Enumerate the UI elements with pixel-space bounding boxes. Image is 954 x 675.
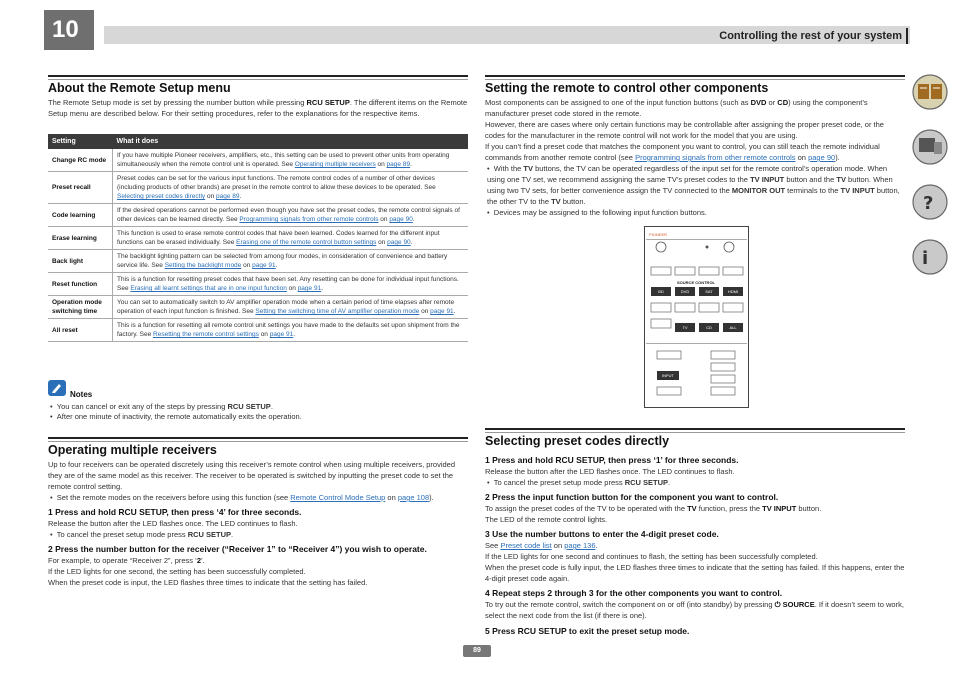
link[interactable]: Resetting the remote control settings (153, 331, 259, 338)
setting-name: Erase learning (48, 227, 113, 250)
link[interactable]: Setting the switching time of AV amplifier operation mode (255, 308, 420, 315)
remote-key: BD (658, 289, 664, 294)
note-item: • You can cancel or exit any of the steps by pressing RCU SETUP. (50, 402, 273, 411)
section-rule (485, 432, 905, 433)
source-control-label: SOURCE CONTROL (677, 280, 715, 285)
step-text: For example, to operate “Receiver 2”, press ‘2’. (48, 556, 205, 565)
remote-key: SAT (705, 289, 713, 294)
setting-desc: This is a function for resetting preset codes that have been set. Any resetting can be done for individual input functions. See Erasing all learnt settings that are in one input function on page 91. (113, 273, 469, 296)
setting-name: Code learning (48, 204, 113, 227)
page-link[interactable]: page 91 (269, 331, 294, 338)
setting-desc: Preset codes can be set for the various input functions. The remote control codes of a number of other devices (including products of other brands) are preset in the remote control to allow these devices to be operated. See Selecting preset codes directly on page 89. (113, 172, 469, 204)
section-rule (485, 428, 905, 430)
multi-intro: Up to four receivers can be operated discretely using this receiver’s remote control when using multiple receivers, provided they are of the same model as this receiver. The receiver to be operated is switched by inputting the preset code to set the remote control setting. (48, 460, 456, 491)
step-text: When the preset code is fully input, the LED flashes three times to indicate that the setting has failed. If this happens, enter the 4-digit preset code again. (485, 563, 905, 583)
page-link[interactable]: page 91 (252, 262, 276, 269)
setting-name: All reset (48, 319, 113, 342)
section-rule (48, 441, 468, 442)
about-title: About the Remote Setup menu (48, 81, 231, 95)
table-row (48, 149, 468, 172)
step-text: If the LED lights for one second and continues to flash, the setting has been successfully completed. (485, 552, 818, 561)
table-row (48, 204, 468, 227)
chapter-title: Controlling the rest of your system (719, 30, 902, 42)
step-heading: 5 Press RCU SETUP to exit the preset setup mode. (485, 626, 690, 636)
step-heading: 4 Repeat steps 2 through 3 for the other components you want to control. (485, 588, 783, 598)
page-link[interactable]: page 89 (216, 193, 240, 200)
page-link[interactable]: page 136 (564, 541, 596, 550)
remote-key: HDMI (727, 289, 739, 294)
remote-key: CD (706, 325, 712, 330)
step-text: To try out the remote control, switch the component on or off (into standby) by pressing ⏻ SOURCE. If it doesn’t seem to work, select the next code from the list (if there is one). (485, 600, 904, 620)
step-heading: 3 Use the number buttons to enter the 4-digit preset code. (485, 529, 719, 539)
setting-name: Change RC mode (48, 149, 113, 172)
step-text: The LED of the remote control lights. (485, 515, 608, 524)
remote-key: DVD (680, 289, 690, 294)
appendix-icon[interactable] (913, 240, 947, 274)
page-link[interactable]: page 89 (386, 161, 411, 168)
link[interactable]: Programming signals from other remote controls (635, 153, 796, 162)
section-rule (48, 79, 468, 80)
table-header: Setting (48, 134, 113, 149)
setting-name: Reset function (48, 273, 113, 296)
step-text: If the LED lights for one second, the setting has been successfully completed. (48, 567, 306, 576)
side-nav-icons (907, 70, 954, 290)
remote-drawing (645, 227, 748, 407)
page-link[interactable]: page 108 (397, 493, 430, 502)
pencil-icon (48, 380, 66, 396)
table-header-row (48, 134, 468, 149)
section-rule (485, 75, 905, 77)
setting-desc: The backlight lighting pattern can be selected from among four modes, in consideration of convenience and battery service life. See Setting the backlight mode on page 91. (113, 250, 469, 273)
header-divider (906, 28, 908, 44)
note-item: • After one minute of inactivity, the remote automatically exits the operation. (50, 412, 302, 421)
table-row (48, 273, 468, 296)
setting-name: Operation mode switching time (48, 296, 113, 319)
step-heading: 2 Press the input function button for the component you want to control. (485, 492, 779, 502)
setting-desc: If the desired operations cannot be performed even though you have set the preset codes, the remote control signals of other devices can be learned directly. See Programming signals from other remote controls on page 90. (113, 204, 469, 227)
table-row (48, 296, 468, 319)
power-icon (656, 242, 666, 252)
page-link[interactable]: page 90 (389, 216, 413, 223)
link[interactable]: Selecting preset codes directly (117, 193, 206, 200)
link[interactable]: Remote Control Mode Setup (290, 493, 386, 502)
setting-p3: If you can’t find a preset code that matches the component you want to control, you can still teach the remote individual commands from another remote control (see Programming signals from other remote controls on page 90). (485, 142, 880, 162)
remote-key: TV (682, 325, 688, 330)
side-nav (907, 70, 954, 290)
remote-setup-table (48, 134, 468, 342)
remote-brand: PIONEER (649, 232, 668, 237)
step-text: See Preset code list on page 136. (485, 541, 598, 550)
link[interactable]: Erasing all learnt settings that are in one input function (130, 285, 287, 292)
power-icon (724, 242, 734, 252)
setting-desc: This is a function for resetting all remote control unit settings you have made to the defaults set upon shipment from the factory. See Resetting the remote control settings on page 91. (113, 319, 469, 342)
step-heading: 2 Press the number button for the receiver (“Receiver 1” to “Receiver 4”) you wish to operate. (48, 544, 427, 554)
table-row (48, 319, 468, 342)
setting-desc: You can set to automatically switch to AV amplifier operation mode when a certain period of time elapses after remote operation of each input function is finished. See Setting the switching time of AV amplifier operation mode on page 91. (113, 296, 469, 319)
step-text: Release the button after the LED flashes once. The LED continues to flash. (48, 519, 298, 528)
step-text: Release the button after the LED flashes once. The LED continues to flash. (485, 467, 735, 476)
setting-desc: If you have multiple Pioneer receivers, amplifiers, etc., this setting can be used to prevent other units from operating simultaneously when the remote control unit is operated. See Operating multiple receivers on page 89. (113, 149, 469, 172)
multi-bullet: • Set the remote modes on the receivers before using this function (see Remote Control Mode Setup on page 108). (50, 493, 434, 502)
book-icon[interactable] (913, 75, 947, 109)
faq-icon[interactable] (913, 185, 947, 219)
step-text: When the preset code is input, the LED flashes three times to indicate that the setting has failed. (48, 578, 368, 587)
table-row (48, 172, 468, 204)
remote-illustration (644, 226, 749, 408)
page-link[interactable]: page 90 (808, 153, 836, 162)
remote-key: ALL (729, 325, 737, 330)
remote-key: INPUT (662, 373, 674, 378)
table-row (48, 227, 468, 250)
step-text: To assign the preset codes of the TV to be operated with the TV function, press the TV INPUT button. (485, 504, 822, 513)
section-rule (485, 79, 905, 80)
notes-title: Notes (70, 390, 93, 399)
link[interactable]: Programming signals from other remote controls (239, 216, 379, 223)
about-intro: The Remote Setup mode is set by pressing the number button while pressing RCU SETUP. The different items on the Remote Setup menu are described below. For their setting procedures, refer to the explanations for the respective items. (48, 98, 468, 118)
table-header: What it does (113, 134, 469, 149)
notes-icon (48, 380, 66, 396)
link[interactable]: Preset code list (500, 541, 552, 550)
setting-bullet: • With the TV buttons, the TV can be operated regardless of the input set for the remote control’s operation mode. When using one TV set, we recommend assigning the same TV’s preset codes to the TV INPUT button and the TV button. When using two TV sets, for better convenience assign the TV connected to the MONITOR OUT terminals to the TV INPUT button, the other TV to the TV button. (487, 164, 900, 206)
step-bullet: • To cancel the preset setup mode press RCU SETUP. (50, 530, 234, 539)
step-bullet: • To cancel the preset setup mode press RCU SETUP. (487, 478, 671, 487)
setting-desc: This function is used to erase remote control codes that have been learned. Codes learned for the different input functions can be erased individually. See Erasing one of the remote control button settings on page 90. (113, 227, 469, 250)
step-heading: 1 Press and hold RCU SETUP, then press ‘1’ for three seconds. (485, 455, 739, 465)
section-rule (48, 75, 468, 77)
chapter-number: 10 (44, 10, 94, 50)
step-heading: 1 Press and hold RCU SETUP, then press ‘4’ for three seconds. (48, 507, 302, 517)
page-link[interactable]: page 91 (430, 308, 454, 315)
link[interactable]: Erasing one of the remote control button settings (236, 239, 377, 246)
setting-name: Back light (48, 250, 113, 273)
setting-p1: Most components can be assigned to one of the input function buttons (such as DVD or CD) using the component’s manufacturer preset code stored in the remote. (485, 98, 868, 118)
svg-text:?: ? (923, 193, 934, 214)
setting-bullet: • Devices may be assigned to the following input function buttons. (487, 208, 707, 217)
table-row (48, 250, 468, 273)
link[interactable]: Operating multiple receivers (294, 161, 376, 168)
page-link[interactable]: page 91 (297, 285, 322, 292)
preset-title: Selecting preset codes directly (485, 434, 670, 448)
setting-title: Setting the remote to control other components (485, 81, 769, 95)
multi-title: Operating multiple receivers (48, 443, 217, 457)
section-rule (48, 437, 468, 439)
svg-text:i: i (922, 248, 929, 269)
settings-icon[interactable] (913, 130, 947, 164)
setting-name: Preset recall (48, 172, 113, 204)
setting-p2: However, there are cases where only certain functions may be controllable after assigning the proper preset code, or the codes for the manufacturer in the remote control will not work for the model that you are using. (485, 120, 884, 140)
page-link[interactable]: page 90 (387, 239, 411, 246)
page-number: 89 (463, 645, 491, 657)
link[interactable]: Setting the backlight mode (164, 262, 242, 269)
